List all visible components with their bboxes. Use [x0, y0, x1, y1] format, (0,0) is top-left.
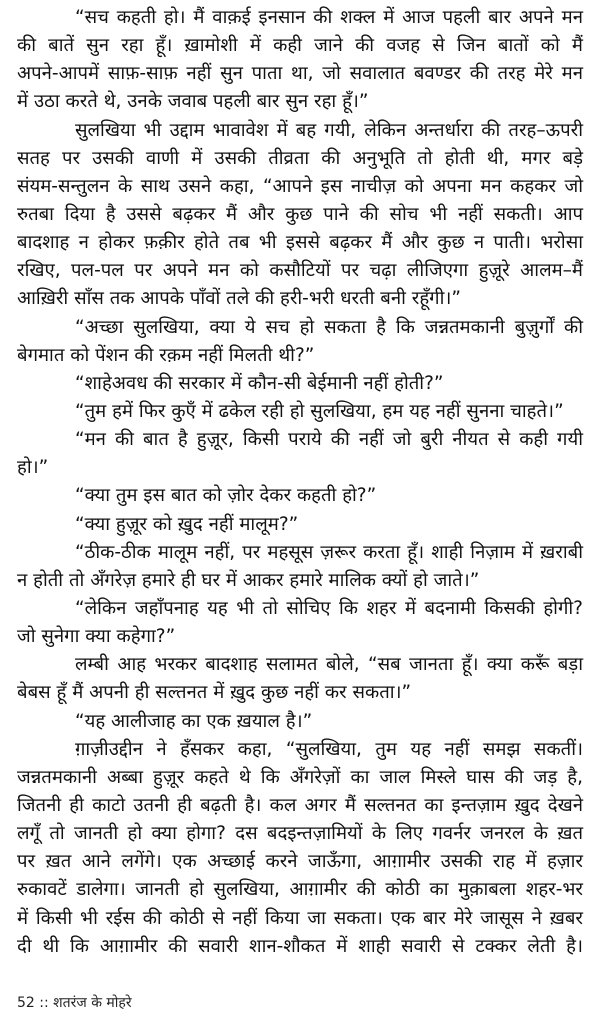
text-line: जो सुनेगा क्या कहेगा?”: [17, 626, 176, 648]
paragraph: [17, 736, 583, 961]
text-line: सतह पर उसकी वाणी में उसकी तीव्रता की अनुभूति तो होती थी, मगर बड़े: [17, 147, 583, 169]
text-line: लम्बी आह भरकर बादशाह सलामत बोले, “सब जानता हूँ। क्या करूँ बड़ा: [75, 654, 583, 676]
page-footer: 52 :: शतरंज के मोहरे: [17, 995, 132, 1011]
paragraph: [17, 314, 583, 370]
paragraph: [17, 595, 583, 651]
text-line: बेबस हूँ मैं अपनी ही सल्तनत में ख़ुद कुछ नहीं कर सकता।”: [17, 682, 412, 704]
paragraph: [17, 398, 583, 426]
text-line: दी थी कि आग़ामीर की सवारी शान-शौकत में शाही सवारी से टक्कर लेती है।: [17, 935, 583, 957]
text-line: रुतबा दिया है उससे बढ़कर मैं और कुछ पाने की सोच भी नहीं सकती। आप: [17, 203, 583, 225]
page-body: [17, 4, 583, 961]
paragraph: [17, 539, 583, 595]
paragraph: [17, 4, 583, 117]
text-line: हो।”: [17, 457, 49, 479]
text-line: “क्या तुम इस बात को ज़ोर देकर कहती हो?”: [75, 485, 377, 507]
text-line: “मन की बात है हुज़ूर, किसी पराये की नहीं जो बुरी नीयत से कही गयी: [75, 429, 583, 451]
text-line: “अच्छा सुलखिया, क्या ये सच हो सकता है कि जन्नतमकानी बुज़ुर्गों की: [75, 316, 583, 338]
paragraph: [17, 482, 583, 510]
paragraph: [17, 426, 583, 482]
text-line: “क्या हुज़ूर को ख़ुद नहीं मालूम?”: [75, 513, 299, 535]
text-line: जन्नतमकानी अब्बा हुज़ूर कहते थे कि अँगरेज़ों का जाल मिस्ले घास की जड़ है,: [17, 766, 583, 788]
text-line: सुलखिया भी उद्दाम भावावेश में बह गयी, लेकिन अन्तर्धारा की तरह–ऊपरी: [75, 119, 583, 141]
paragraph: [17, 370, 583, 398]
text-line: रखिए, पल-पल पर अपने मन को कसौटियों पर चढ़ा लीजिएगा हुज़ूरे आलम–मैं: [17, 260, 583, 282]
text-line: अपने-आपमें साफ़-साफ़ नहीं सुन पाता था, जो सवालात बवण्डर की तरह मेरे मन: [17, 63, 583, 85]
paragraph: [17, 511, 583, 539]
text-line: आख़िरी साँस तक आपके पाँवों तले की हरी-भरी धरती बनी रहूँगी।”: [17, 288, 461, 310]
text-line: में किसी भी रईस की कोठी से नहीं किया जा सकता। एक बार मेरे जासूस ने ख़बर: [17, 907, 583, 929]
paragraph: [17, 117, 583, 314]
text-line: “शाहेअवध की सरकार में कौन-सी बेईमानी नहीं होती?”: [75, 372, 444, 394]
text-line: जितनी ही काटो उतनी ही बढ़ती है। कल अगर मैं सल्तनत का इन्तज़ाम ख़ुद देखने: [17, 794, 583, 816]
text-line: न होती तो अँगरेज़ हमारे ही घर में आकर हमारे मालिक क्यों हो जाते।”: [17, 569, 480, 591]
text-line: बादशाह न होकर फ़क़ीर होते तब भी इससे बढ़कर मैं और कुछ न पाती। भरोसा: [17, 232, 583, 254]
text-line: पर ख़त आने लगेंगे। एक अच्छाई करने जाऊँगा, आग़ामीर उसकी राह में हज़ार: [17, 851, 583, 873]
text-line: बेगमात को पेंशन की रक़म नहीं मिलती थी?”: [17, 344, 315, 366]
text-line: “ठीक-ठीक मालूम नहीं, पर महसूस ज़रूर करता हूँ। शाही निज़ाम में ख़राबी: [75, 541, 583, 563]
text-line: ग़ाज़ीउद्दीन ने हँसकर कहा, “सुलखिया, तुम यह नहीं समझ सकतीं।: [75, 738, 583, 760]
text-line: संयम-सन्तुलन के साथ उसने कहा, “आपने इस नाचीज़ को अपना मन कहकर जो: [17, 175, 583, 197]
text-line: लगूँ तो जानती हो क्या होगा? दस बदइन्तज़ामियों के लिए गवर्नर जनरल के ख़त: [17, 823, 583, 845]
text-line: की बातें सुन रहा हूँ। ख़ामोशी में कही जाने की वजह से जिन बातों को मैं: [17, 35, 583, 57]
text-line: “सच कहती हो। मैं वाक़ई इनसान की शक्ल में आज पहली बार अपने मन: [75, 7, 583, 28]
text-line: “लेकिन जहाँपनाह यह भी तो सोचिए कि शहर में बदनामी किसकी होगी?: [75, 597, 583, 619]
text-line: रुकावटें डालेगा। जानती हो सुलखिया, आग़ामीर की कोठी का मुक़ाबला शहर-भर: [17, 879, 583, 901]
text-line: “तुम हमें फिर कुएँ में ढकेल रही हो सुलखिया, हम यह नहीं सुनना चाहते।”: [75, 400, 564, 422]
paragraph: [17, 651, 583, 707]
text-line: में उठा करते थे, उनके जवाब पहली बार सुन रहा हूँ।”: [17, 91, 369, 113]
paragraph: [17, 708, 583, 736]
text-line: “यह आलीजाह का एक ख़याल है।”: [75, 710, 313, 732]
